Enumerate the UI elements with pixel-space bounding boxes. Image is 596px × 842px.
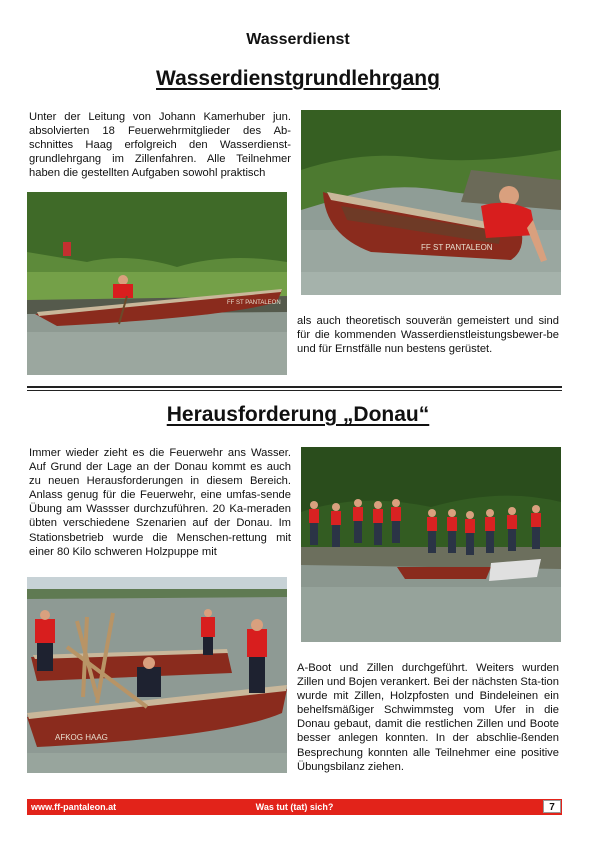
photo-boats-posts <box>27 577 287 773</box>
section-label: Wasserdienst <box>246 31 350 48</box>
article2-text-left: Immer wieder zieht es die Feuerwehr ans Wasser. Auf Grund der Lage an der Donau kommt es auch zu neuen Herausforderungen in diesem Bereich. Anlass genug für die Feuerwehr, eine umfas-sende Übung am Wassser durchzuführen. 20 Ka-meraden übten verschiedene Szenarien auf der Donau. Im Stationsbetrieb wurde die Menschen-rettung mit einer 80 Kilo schweren Holzpuppe mit <box>29 447 291 558</box>
footer-slogan: Was tut (tat) sich? <box>255 802 334 812</box>
footer-bar <box>27 799 562 815</box>
page-number: 7 <box>543 800 561 813</box>
section-divider <box>27 386 562 391</box>
article2-text-right: A-Boot und Zillen durchgeführt. Weiters wurden Zillen und Bojen verankert. Bei der nächsten Sta-tion wurde mit Zillen, Holzpfosten und Bindeleinen ein behelfsmäßiger Schwimmsteg vom Ufer in die Donau gebaut, damit die restlichen Zillen und Boote besser anlegen konnten. In der abschlie-ßenden Besprechung konnten alle Teilnehmer eine positive Übungsbilanz ziehen. <box>297 662 559 773</box>
photo2-boat-label: FF ST PANTALEON <box>421 243 493 252</box>
article1-text-right: als auch theoretisch souverän gemeistert und sind für die kommenden Wasserdienstleistungsbewer-be und für Ernstfälle nun bestens gerüstet. <box>297 315 559 356</box>
footer-website-link[interactable]: www.ff-pantaleon.at <box>31 802 117 812</box>
photo-group-shore <box>301 447 561 642</box>
photo-boat-river <box>27 192 287 375</box>
article-title-donau: Herausforderung „Donau“ <box>166 403 430 426</box>
article-title-grundlehrgang: Wasserdienstgrundlehrgang <box>156 67 440 90</box>
photo4-boat-label: AFKOG HAAG <box>55 733 108 742</box>
photo1-boat-label: FF ST PANTALEON <box>227 300 281 306</box>
photo-boat-push <box>301 110 561 295</box>
article1-text-left: Unter der Leitung von Johann Kamerhuber jun. absolvierten 18 Feuerwehrmitglieder des Ab-schnittes Haag erfolgreich den Wasserdienst-grundlehrgang im Zillenfahren. Alle Teilnehmer haben die gestellten Aufgaben sowohl praktisch <box>29 111 291 180</box>
